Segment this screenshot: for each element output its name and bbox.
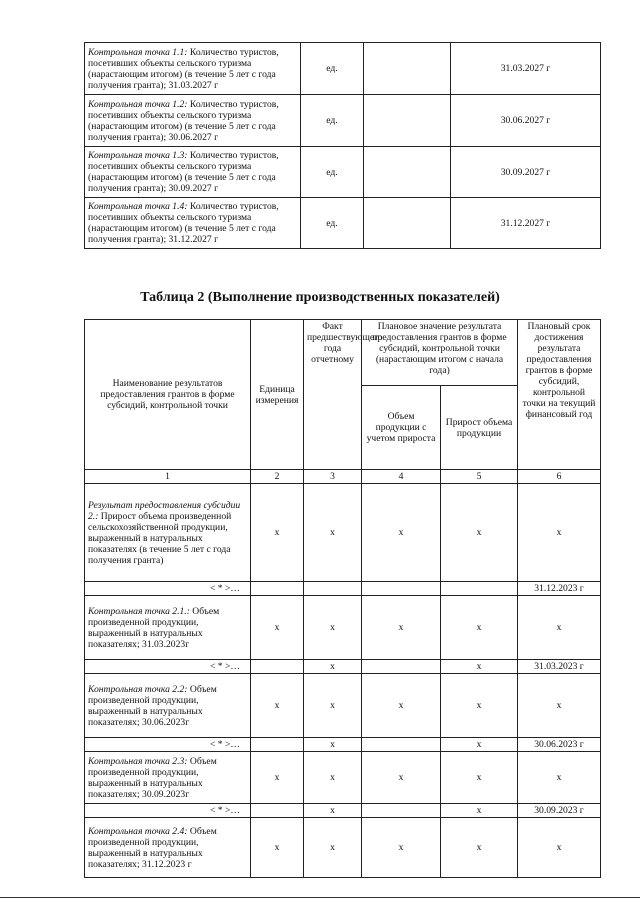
col-number: 4 xyxy=(362,470,441,484)
row-label: Контрольная точка 1.1: Количество туристов, посетивших объекты сельского туризма (нарастающим итогом) (в течение 5 лет с года получения гранта); 31.03.2027 г xyxy=(85,43,301,95)
date-cell: 31.03.2027 г xyxy=(451,43,601,95)
row-label: Контрольная точка 1.4: Количество туристов, посетивших объекты сельского туризма (нарастающим итогом) (в течение 5 лет с года получения гранта); 31.12.2027 г xyxy=(85,198,301,249)
unit-cell: ед. xyxy=(301,43,364,95)
date-cell: 31.12.2027 г xyxy=(451,198,601,249)
header-name: Наименование результатов предоставления грантов в форме субсидий, контрольной точки xyxy=(85,320,251,470)
table-row: < * >… 31.12.2023 г xyxy=(85,582,601,596)
header-unit: Единица измерения xyxy=(251,320,304,470)
table-row xyxy=(85,95,601,147)
row-label: Контрольная точка 2.1.: Объем произведенной продукции, выраженный в натуральных показателях; 31.03.2023г xyxy=(85,596,251,660)
col-number: 5 xyxy=(441,470,518,484)
table-row: Результат предоставления субсидии 2.: Прирост объема произведенной сельскохозяйственной продукции, выраженный в натуральных показателях (в течение 5 лет с года получения гранта) x x x x x xyxy=(85,484,601,582)
table-row: Контрольная точка 2.4: Объем произведенной продукции, выраженный в натуральных показателях; 31.12.2023 г x x x x x xyxy=(85,818,601,878)
unit-cell: ед. xyxy=(301,95,364,147)
header-plan: Плановое значение результата предоставления грантов в форме субсидий, контрольной точки (нарастающим итогом с начала года) xyxy=(362,320,518,386)
unit-cell: ед. xyxy=(301,147,364,198)
table-row: Контрольная точка 2.1.: Объем произведенной продукции, выраженный в натуральных показателях; 31.03.2023г x x x x x xyxy=(85,596,601,660)
row-label: Контрольная точка 2.3: Объем произведенной продукции, выраженный в натуральных показателях; 30.09.2023г xyxy=(85,752,251,804)
col-number: 1 xyxy=(85,470,251,484)
table-2-title: Таблица 2 (Выполнение производственных показателей) xyxy=(140,290,500,305)
date-cell: 30.09.2027 г xyxy=(451,147,601,198)
fact-cell xyxy=(364,198,451,249)
row-label: Контрольная точка 2.4: Объем произведенной продукции, выраженный в натуральных показателях; 31.12.2023 г xyxy=(85,818,251,878)
row-label: Результат предоставления субсидии 2.: Прирост объема произведенной сельскохозяйственной продукции, выраженный в натуральных показателях (в течение 5 лет с года получения гранта) xyxy=(85,484,251,582)
page-bottom-rule xyxy=(0,897,640,898)
row-label: Контрольная точка 1.2: Количество туристов, посетивших объекты сельского туризма (нарастающим итогом) (в течение 5 лет с года получения гранта); 30.06.2027 г xyxy=(85,95,301,147)
col-number: 3 xyxy=(304,470,362,484)
table-row: < * >… x x 31.03.2023 г xyxy=(85,660,601,674)
unit-cell: ед. xyxy=(301,198,364,249)
header-deadline: Плановый срок достижения результата предоставления грантов в форме субсидий, контрольной точки на текущий финансовый год xyxy=(518,320,601,470)
header-fact: Факт предшествующего года отчетному xyxy=(304,320,362,470)
row-label: Контрольная точка 1.3: Количество туристов, посетивших объекты сельского туризма (нарастающим итогом) (в течение 5 лет с года получения гранта); 30.09.2027 г xyxy=(85,147,301,198)
header-growth: Прирост объема продукции xyxy=(441,386,518,470)
table-row xyxy=(85,198,601,249)
table-row: Контрольная точка 2.3: Объем произведенной продукции, выраженный в натуральных показателях; 30.09.2023г x x x x x xyxy=(85,752,601,804)
header-row xyxy=(85,320,601,386)
table-1 xyxy=(84,42,601,249)
header-volume: Объем продукции с учетом прироста xyxy=(362,386,441,470)
fact-cell xyxy=(364,147,451,198)
number-row xyxy=(85,470,601,484)
table-row: < * >… x x 30.06.2023 г xyxy=(85,738,601,752)
fact-cell xyxy=(364,95,451,147)
table-2 xyxy=(84,319,601,878)
date-cell: 30.06.2027 г xyxy=(451,95,601,147)
row-label: Контрольная точка 2.2: Объем произведенной продукции, выраженный в натуральных показателях; 30.06.2023г xyxy=(85,674,251,738)
col-number: 2 xyxy=(251,470,304,484)
table-row: < * >… x x 30.09.2023 г xyxy=(85,804,601,818)
col-number: 6 xyxy=(518,470,601,484)
fact-cell xyxy=(364,43,451,95)
table-row: Контрольная точка 2.2: Объем произведенной продукции, выраженный в натуральных показателях; 30.06.2023г x x x x x xyxy=(85,674,601,738)
table-row xyxy=(85,147,601,198)
table-row xyxy=(85,43,601,95)
